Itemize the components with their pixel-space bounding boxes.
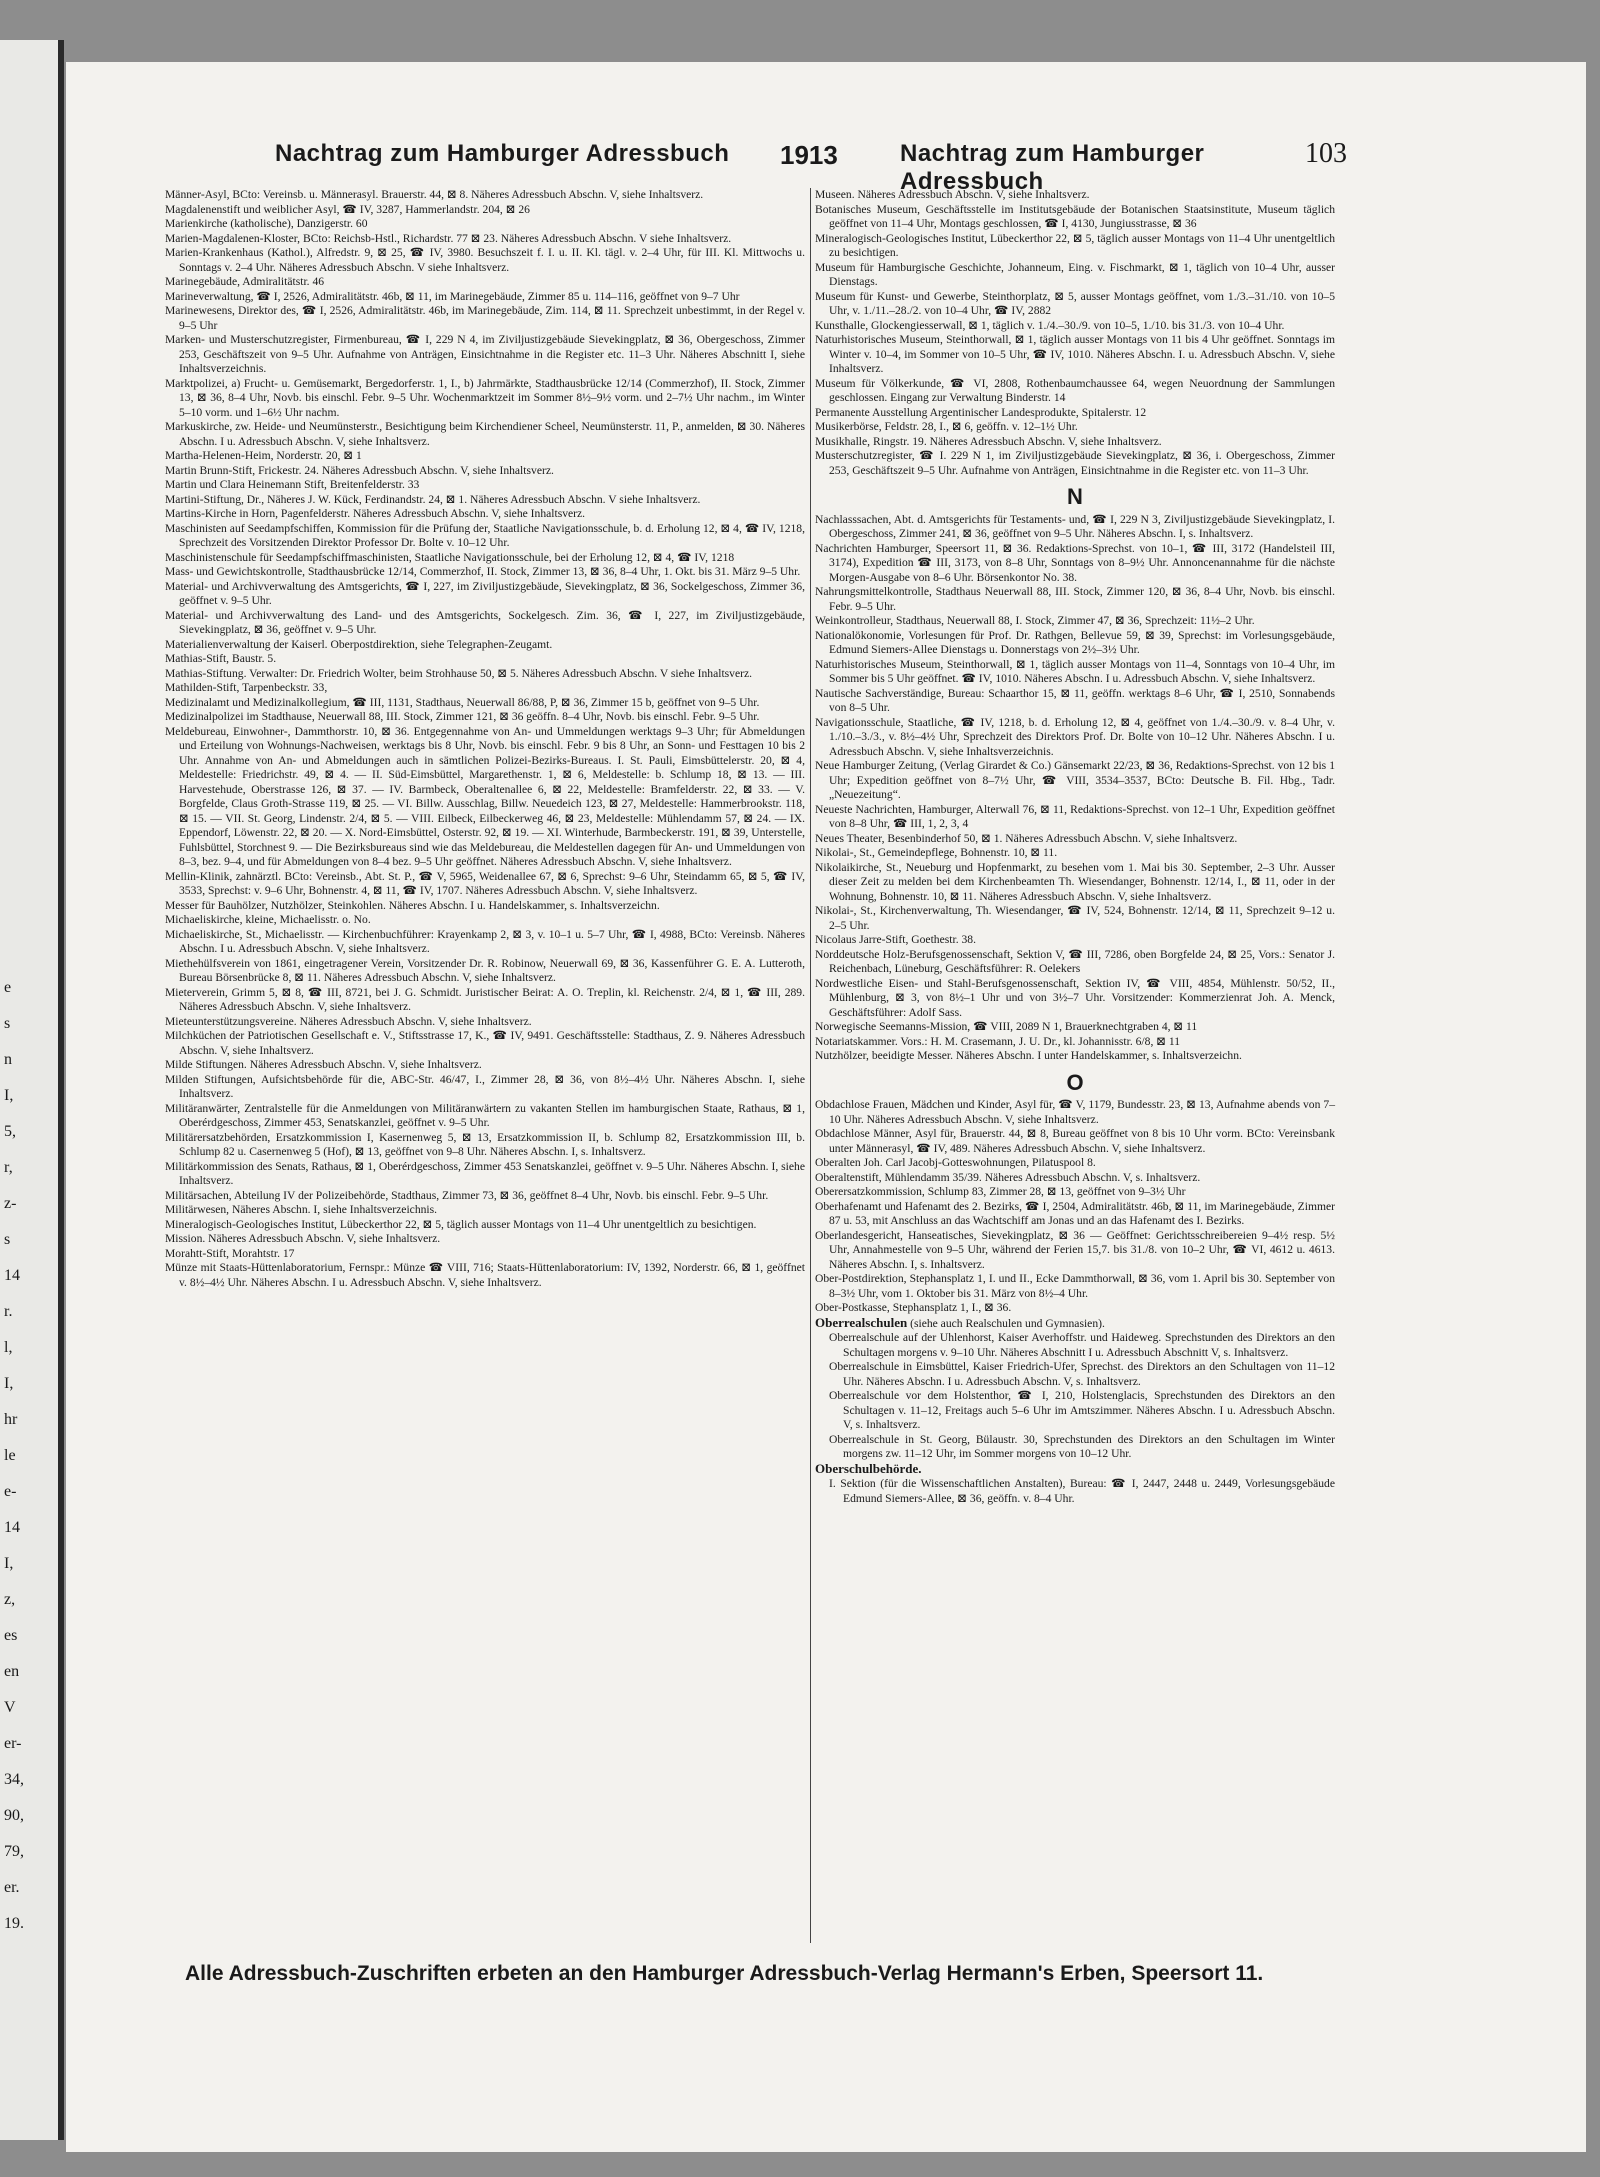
directory-entry: Naturhistorisches Museum, Steinthorwall, ⊠ 1, täglich ausser Montags von 11–4, Sonntags von 10–4 Uhr, im Sommer bis 5 Uhr geöffnet. ☎ IV, 1010. Näheres Abschn. I u. Adressbuch Abschn. V, siehe Inhaltsverz. — [815, 657, 1335, 685]
directory-entry: Neues Theater, Besenbinderhof 50, ⊠ 1. Näheres Adressbuch Abschn. V, siehe Inhaltsverz. — [815, 831, 1238, 845]
oberrealschulen-heading — [815, 1316, 1335, 1332]
directory-entry: Material- und Archivverwaltung des Land- und des Amtsgerichts, Sockelgesch. Zim. 36, ☎ I, 227, im Ziviljustizgebäude, Sievekingplatz, ⊠ 36, geöffnet v. 9–5 Uhr. — [165, 608, 805, 636]
directory-entry: Museen. Näheres Adressbuch Abschn. V, siehe Inhaltsverz. — [815, 188, 1090, 201]
page-footer: Alle Adressbuch-Zuschriften erbeten an den Hamburger Adressbuch-Verlag Hermann's Erben, Speersort 11. — [185, 1962, 1264, 1985]
directory-entry: Ober-Postdirektion, Stephansplatz 1, I. und II., Ecke Dammthorwall, ⊠ 36, vom 1. April bis 30. September von 8–3½ Uhr, vom 1. Oktober bis 31. März von 8½–4 Uhr. — [815, 1272, 1335, 1300]
directory-entry: Mieteunterstützungsvereine. Näheres Adressbuch Abschn. V, siehe Inhaltsverz. — [165, 1014, 532, 1028]
directory-entry: Michaeliskirche, St., Michaelisstr. — Kirchenbuchführer: Krayenkamp 2, ⊠ 3, v. 10–1 u. 5–7 Uhr, ☎ I, 4988, BCto: Vereinsb. Näheres Abschn. I u. Adressbuch Abschn. V, siehe Inhaltsverz. — [165, 927, 805, 955]
directory-entry: Musikhalle, Ringstr. 19. Näheres Adressbuch Abschn. V, siehe Inhaltsverz. — [815, 434, 1162, 448]
spine-fragment: er- — [4, 1735, 22, 1752]
directory-entry: Oberrealschule in St. Georg, Bülaustr. 30, Sprechstunden des Direktors an den Schultagen im Winter morgens zw. 11–12 Uhr, im Sommer morgens von 10–12 Uhr. — [829, 1432, 1335, 1460]
directory-entry: Morahtt-Stift, Morahtstr. 17 — [165, 1246, 295, 1260]
directory-entry: Museum für Kunst- und Gewerbe, Steinthorplatz, ⊠ 5, ausser Montags geöffnet, vom 1./3.–31./10. von 10–5 Uhr, v. 1./11.–28./2. von 10–4 Uhr, ☎ IV, 2882 — [815, 289, 1335, 317]
directory-entry: Oberersatzkommission, Schlump 83, Zimmer 28, ⊠ 13, geöffnet von 9–3½ Uhr — [815, 1185, 1186, 1198]
spine-fragment: z, — [4, 1591, 16, 1608]
directory-entry: Militärsachen, Abteilung IV der Polizeibehörde, Stadthaus, Zimmer 73, ⊠ 36, geöffnet 8–4 Uhr, Novb. bis einschl. Febr. 9–5 Uhr. — [165, 1188, 769, 1202]
oberrealschulen-title: Oberrealschulen — [815, 1314, 908, 1330]
directory-entry: Michaeliskirche, kleine, Michaelisstr. o. No. — [165, 913, 371, 926]
spine-fragment: 79, — [4, 1843, 24, 1860]
directory-entry: Oberaltenstift, Mühlendamm 35/39. Näheres Adressbuch Abschn. V, s. Inhaltsverz. — [815, 1170, 1201, 1184]
directory-entry: Oberlandesgericht, Hanseatisches, Sievekingplatz, ⊠ 36 — Geöffnet: Gerichtsschreibereien 9–4½ resp. 5½ Uhr, Annahmestelle von 9–5 Uhr, während der Ferien 15,7. bis 31./8. von 10–2 Uhr, ☎ VI, 4612 u. 4613. Näheres Abschn. I, s. Inhaltsverz. — [815, 1228, 1335, 1271]
directory-entry: Mineralogisch-Geologisches Institut, Lübeckerthor 22, ⊠ 5, täglich ausser Montags von 11–4 Uhr unentgeltlich zu besichtigen. — [165, 1217, 757, 1231]
directory-entry: Musikerbörse, Feldstr. 28, I., ⊠ 6, geöffn. v. 12–1½ Uhr. — [815, 420, 1078, 433]
directory-entry: Männer-Asyl, BCto: Vereinsb. u. Männerasyl. Brauerstr. 44, ⊠ 8. Näheres Adressbuch Abschn. V, siehe Inhaltsverz. — [165, 188, 704, 201]
spine-fragment: V — [4, 1699, 16, 1716]
spine-fragment: 14 — [4, 1267, 20, 1284]
directory-entry: Markuskirche, zw. Heide- und Neumünsterstr., Besichtigung beim Kirchendiener Scheel, Neumünsterstr. 11, P., anmelden, ⊠ 30. Näheres Abschn. I u. Adressbuch Abschn. V, siehe Inhaltsverz. — [165, 420, 805, 448]
left-column — [165, 188, 805, 1290]
spine-fragment: r. — [4, 1303, 13, 1320]
directory-entry: Militärkommission des Senats, Rathaus, ⊠ 1, Oberérdgeschoss, Zimmer 453 Senatskanzlei, geöffnet v. 9–5 Uhr. Näheres Abschn. I, siehe Inhaltsverz. — [165, 1159, 805, 1187]
oberschulbehoerde-entries — [815, 1477, 1335, 1506]
directory-entry: Mass- und Gewichtskontrolle, Stadthausbrücke 12/14, Commerzhof, II. Stock, Zimmer 13, ⊠ 36, 8–4 Uhr, 1. Okt. bis 31. März 9–5 Uhr. — [165, 565, 801, 578]
directory-entry: Militärwesen, Näheres Abschn. I, siehe Inhaltsverzeichnis. — [165, 1203, 438, 1216]
directory-entry: Nutzhölzer, beeidigte Messer. Näheres Abschn. I unter Handelskammer, s. Inhaltsverzeichn. — [815, 1049, 1242, 1062]
directory-entry: Mission. Näheres Adressbuch Abschn. V, siehe Inhaltsverz. — [165, 1232, 441, 1245]
directory-entry: Mineralogisch-Geologisches Institut, Lübeckerthor 22, ⊠ 5, täglich ausser Montags von 11–4 Uhr unentgeltlich zu besichtigen. — [815, 231, 1335, 259]
oberschulbehoerde-title: Oberschulbehörde. — [815, 1460, 922, 1476]
spine-fragment: hr — [4, 1411, 18, 1428]
directory-entry: Oberrealschule vor dem Holstenthor, ☎ I, 210, Holstenglacis, Sprechstunden des Direktors an den Schultagen v. 11–12, Freitags auch 5–6 Uhr im Amtszimmer. Näheres Abschn. I u. Adressbuch Abschn. V, s. Inhaltsverz. — [829, 1389, 1335, 1431]
directory-entry: Neue Hamburger Zeitung, (Verlag Girardet & Co.) Gänsemarkt 22/23, ⊠ 36, Redaktions-Sprechst. von 12 bis 1 Uhr; Expedition geöffnet von 8–7½ Uhr, ☎ VIII, 3534–3537, BCto: Deutsche B. Fil. Hbg., Tadr. „Neuezeitung“. — [815, 759, 1335, 801]
directory-entry: Messer für Bauhölzer, Nutzhölzer, Steinkohlen. Näheres Abschn. I u. Handelskammer, s. Inhaltsverzeichn. — [165, 898, 660, 912]
directory-entry: Navigationsschule, Staatliche, ☎ IV, 1218, b. d. Erholung 12, ⊠ 4, geöffnet von 1./4.–30./9. v. 8–4 Uhr, v. 1./10.–3./3., v. 8½–4½ Uhr, Sprechzeit des Direktors Prof. Dr. Bolte von 10–12 Uhr. Näheres Abschn. I u. Adressbuch Abschn. V, siehe Inhaltsverzeichnis. — [815, 715, 1335, 758]
directory-entry: Mathilden-Stift, Tarpenbeckstr. 33, — [165, 681, 328, 694]
directory-entry: Oberhafenamt und Hafenamt des 2. Bezirks, ☎ I, 2504, Admiralitätstr. 46b, ⊠ 11, im Marinegebäude, Zimmer 87 u. 53, mit Anschluss an das Wachtschiff am Jonas und an das Hafenamt des I. Bezirks. — [815, 1199, 1335, 1227]
directory-entry: Material- und Archivverwaltung des Amtsgerichts, ☎ I, 227, im Ziviljustizgebäude, Sievekingplatz, ⊠ 36, Sockelgeschoss, Zimmer 36, geöffnet v. 9–5 Uhr. — [165, 579, 805, 607]
directory-entry: Oberalten Joh. Carl Jacobj-Gotteswohnungen, Pilatuspool 8. — [815, 1156, 1096, 1169]
spine-fragment: en — [4, 1663, 20, 1680]
oberschulbehoerde-heading — [815, 1462, 1335, 1478]
directory-entry: Martin Brunn-Stift, Frickestr. 24. Näheres Adressbuch Abschn. V, siehe Inhaltsverz. — [165, 463, 554, 477]
directory-entry: Martin und Clara Heinemann Stift, Breitenfelderstr. 33 — [165, 478, 420, 491]
spine-fragment: I, — [4, 1555, 14, 1572]
directory-entry: Nachrichten Hamburger, Speersort 11, ⊠ 36. Redaktions-Sprechst. von 10–1, ☎ III, 3172 (Handelsteil III, 3174), Expedition ☎ III, 3173, von 8–8 Uhr, Sonntags von 8–9½ Uhr. Annoncenannahme für die nächste Morgen-Ausgabe von 8–6 Uhr. Börsenkontor No. 38. — [815, 541, 1335, 584]
directory-entry: Milden Stiftungen, Aufsichtsbehörde für die, ABC-Str. 46/47, I., Zimmer 28, ⊠ 36, von 8½–4½ Uhr. Näheres Abschn. I, siehe Inhaltsverz. — [165, 1072, 805, 1100]
directory-entry: Marken- und Musterschutzregister, Firmenbureau, ☎ I, 229 N 4, im Ziviljustizgebäude Sievekingplatz, ⊠ 36, Obergeschoss, Zimmer 253, Geschäftszeit von 9–5 Uhr. Aufnahme von Anträgen, Einsichtnahme in die Register etc. 11–3 Uhr. Näheres Abschnitt I, siehe Inhaltsverzeichnis. — [165, 333, 805, 375]
directory-entry: Marinegebäude, Admiralitätstr. 46 — [165, 275, 325, 288]
directory-entry: Nachlasssachen, Abt. d. Amtsgerichts für Testaments- und, ☎ I, 229 N 3, Ziviljustizgebäude Sievekingplatz, I. Obergeschoss, Zimmer 241, ⊠ 36, geöffnet von 9–5 Uhr. Näheres Abschn. I, s. Inhaltsverz. — [815, 512, 1335, 540]
spine-fragment: n — [4, 1051, 12, 1068]
spine-fragment: er. — [4, 1879, 20, 1896]
adjacent-page-edge — [0, 40, 58, 2140]
oberrealschulen-note: (siehe auch Realschulen und Gymnasien). — [907, 1316, 1105, 1330]
directory-entry: Naturhistorisches Museum, Steinthorwall, ⊠ 1, täglich ausser Montags von 11 bis 4 Uhr geöffnet. Sonntags im Winter v. 10–4, im Sommer von 10–5 Uhr, ☎ IV, 1010. Näheres Abschn. I. u. Adressbuch Abschn. V, siehe Inhaltsverz. — [815, 333, 1335, 375]
directory-entry: Materialienverwaltung der Kaiserl. Oberpostdirektion, siehe Telegraphen-Zeugamt. — [165, 637, 553, 651]
directory-entry: Notariatskammer. Vors.: H. M. Crasemann, J. U. Dr., kl. Johannisstr. 6/8, ⊠ 11 — [815, 1034, 1181, 1048]
column-divider — [810, 188, 811, 1943]
directory-entry: Marienkirche (katholische), Danzigerstr. 60 — [165, 217, 368, 230]
spine-fragment: 34, — [4, 1771, 24, 1788]
directory-entry: Magdalenenstift und weiblicher Asyl, ☎ IV, 3287, Hammerlandstr. 204, ⊠ 26 — [165, 202, 530, 216]
directory-entry: Musterschutzregister, ☎ I. 229 N 1, im Ziviljustizgebäude Sievekingplatz, ⊠ 36, i. Obergeschoss, Zimmer 253, Geschäftszeit 9–5 Uhr. Aufnahme von Anträgen, Einsichtnahme in die Register etc. von 11–3 Uhr. — [815, 449, 1335, 477]
directory-entry: Mellin-Klinik, zahnärztl. BCto: Vereinsb., Abt. St. P., ☎ V, 5965, Weidenallee 67, ⊠ 6, Sprechst: 9–6 Uhr, Steindamm 65, ⊠ 5, ☎ IV, 3533, Sprechst: v. 9–6 Uhr, Bohnenstr. 4, ⊠ 11, ☎ IV, 1707. Näheres Adressbuch Abschn. V, siehe Inhaltsverz. — [165, 869, 805, 897]
o-entries — [815, 1098, 1335, 1316]
directory-entry: Permanente Ausstellung Argentinischer Landesprodukte, Spitalerstr. 12 — [815, 405, 1147, 419]
spine-fragment: I, — [4, 1375, 14, 1392]
spine-fragment: e — [4, 979, 12, 996]
directory-entry: Milde Stiftungen. Näheres Adressbuch Abschn. V, siehe Inhaltsverz. — [165, 1058, 482, 1071]
spine-fragment: s — [4, 1015, 11, 1032]
directory-entry: Nicolaus Jarre-Stift, Goethestr. 38. — [815, 933, 976, 946]
directory-entry: Marien-Krankenhaus (Kathol.), Alfredstr. 9, ⊠ 25, ☎ IV, 3980. Besuchszeit f. I. u. II. Kl. tägl. v. 2–4 Uhr, für III. Kl. Mittwochs u. Sonntags v. 2–4 Uhr. Näheres Adressbuch Abschn. V siehe Inhaltsverz. — [165, 246, 805, 274]
spine-fragment: es — [4, 1627, 18, 1644]
directory-entry: Nikolai-, St., Gemeindepflege, Bohnenstr. 10, ⊠ 11. — [815, 846, 1058, 859]
directory-entry: Marineverwaltung, ☎ I, 2526, Admiralitätstr. 46b, ⊠ 11, im Marinegebäude, Zimmer 85 u. 114–116, geöffnet von 9–7 Uhr — [165, 289, 740, 303]
spine-fragment: 5, — [4, 1123, 16, 1140]
oberrealschulen-entries — [815, 1331, 1335, 1462]
directory-entry: Nikolai-, St., Kirchenverwaltung, Th. Wiesendanger, ☎ IV, 524, Bohnenstr. 12/14, ⊠ 11, Sprechzeit 9–12 u. 2–5 Uhr. — [815, 904, 1335, 932]
directory-entry: Kunsthalle, Glockengiesserwall, ⊠ 1, täglich v. 1./4.–30./9. von 10–5, 1./10. bis 31./3. von 10–4 Uhr. — [815, 318, 1285, 332]
directory-entry: Milchküchen der Patriotischen Gesellschaft e. V., Stiftsstrasse 17, K., ☎ IV, 9491. Geschäftsstelle: Stadthaus, Z. 9. Näheres Adressbuch Abschn. V, siehe Inhaltsverz. — [165, 1029, 805, 1057]
directory-entry: Martha-Helenen-Heim, Norderstr. 20, ⊠ 1 — [165, 449, 362, 462]
spine-fragment: z- — [4, 1195, 17, 1212]
directory-entry: Marinewesens, Direktor des, ☎ I, 2526, Admiralitätstr. 46b, im Marinegebäude, Zim. 114, ⊠ 11. Sprechzeit unbestimmt, in der Regel v. 9–5 Uhr — [165, 304, 805, 332]
directory-entry: Norddeutsche Holz-Berufsgenossenschaft, Sektion V, ☎ III, 7286, oben Borgfelde 24, ⊠ 25, Vors.: Senator J. Reichenbach, Lüneburg, Geschäftsführer: R. Oelekers — [815, 947, 1335, 975]
spine-fragment: I, — [4, 1087, 14, 1104]
museum-entries — [815, 188, 1335, 478]
directory-entry: Weinkontrolleur, Stadthaus, Neuerwall 88, I. Stock, Zimmer 47, ⊠ 36, Sprechzeit: 11½–2 Uhr. — [815, 614, 1255, 627]
directory-entry: Nikolaikirche, St., Neueburg und Hopfenmarkt, zu besehen vom 1. Mai bis 30. September, 2–3 Uhr. Ausser dieser Zeit zu melden bei dem Kirchenbeamten Th. Wiesendanger, Bohnenstr. 12/14, I., ⊠ 11, oder in der Wohnung, Bohnenstr. 10, ⊠ 11. Näheres Adressbuch Abschn. V, siehe Inhaltsverz. — [815, 860, 1335, 903]
directory-entry: Oberrealschule auf der Uhlenhorst, Kaiser Averhoffstr. und Haideweg. Sprechstunden des Direktors an den Schultagen morgens v. 9–10 Uhr. Näheres Abschnitt I u. Adressbuch Abschnitt V, s. Inhaltsverz. — [829, 1331, 1335, 1359]
directory-entry: Meldebureau, Einwohner-, Dammthorstr. 10, ⊠ 36. Entgegennahme von An- und Ummeldungen werktags 9–3 Uhr; für Abmeldungen und Erteilung von Wohnungs-Nachweisen, werktags bis 8 Uhr, Novb. bis einschl. Febr. 9 bis 8 Uhr, an Sonn- und Festtagen 10 bis 2 Uhr. Annahme von An- und Abmeldungen auch in sämtlichen Polizei-Bezirks-Bureaus. I. St. Pauli, Eimsbüttelerstr. 20, ⊠ 4, Meldestelle: Friedrichstr. 49, ⊠ 4. — II. Süd-Eimsbüttel, Margarethenstr. 1, ⊠ 6, Meldestelle: b. Schlump 18, ⊠ 13. — III. Harvestehude, Oberstrasse 126, ⊠ 37. — IV. Barmbeck, Oberaltenallee 6, ⊠ 22, Meldestelle: Bramfelderstr. 22, ⊠ 33. — V. Borgfelde, Claus Groth-Strasse 119, ⊠ 25. — VI. Billw. Ausschlag, Billw. Neuedeich 123, ⊠ 27, Meldestelle: Hammerbrookstr. 118, ⊠ 15. — VII. St. Georg, Lindenstr. 2/4, ⊠ 5. — VIII. Eilbeck, Eilbeckerweg 46, ⊠ 23, Meldestelle: Mühlendamm 57, ⊠ 24. — IX. Eppendorf, Löwenstr. 22, ⊠ 20. — X. Nord-Eimsbüttel, Osterstr. 92, ⊠ 19. — XI. Winterhude, Barmbeckerstr. 191, ⊠ 39, Unterstelle, Fuhlsbüttel, Storchnest 9. — Die Bezirksbureaus sind wie das Meldebureau, die Meldestellen dagegen für An- und Ummeldungen von 8–3, bez. 9–4, und für Abmeldungen von 8–4 bez. 9–5 Uhr geöffnet. Näheres Adressbuch Abschn. V, siehe Inhaltsverz. — [165, 724, 805, 868]
directory-entry: Miethehülfsverein von 1861, eingetragener Verein, Vorsitzender Dr. R. Robinow, Neuerwall 69, ⊠ 36, Kassenführer G. E. A. Lutteroth, Bureau Börsenbrücke 8, ⊠ 11. Näheres Adressbuch Abschn. V, siehe Inhaltsverz. — [165, 956, 805, 984]
spine-fragment: le — [4, 1447, 16, 1464]
page-gutter — [58, 40, 64, 2140]
directory-entry: Museum für Völkerkunde, ☎ VI, 2808, Rothenbaumchaussee 64, wegen Neuordnung der Sammlungen geschlossen. Eingang zur Verwaltung Binderstr. 14 — [815, 376, 1335, 404]
directory-entry: Medizinalamt und Medizinalkollegium, ☎ III, 1131, Stadthaus, Neuerwall 86/88, P, ⊠ 36, Zimmer 15 b, geöffnet von 9–5 Uhr. — [165, 695, 760, 709]
directory-entry: Norwegische Seemanns-Mission, ☎ VIII, 2089 N 1, Brauerknechtgraben 4, ⊠ 11 — [815, 1020, 1198, 1033]
directory-entry: Münze mit Staats-Hüttenlaboratorium, Fernspr.: Münze ☎ VIII, 716; Staats-Hüttenlaboratorium: IV, 1392, Norderstr. 66, ⊠ 1, geöffnet v. 8½–4½ Uhr. Näheres Abschn. I u. Adressbuch Abschn. V, siehe Inhaltsverz. — [165, 1261, 805, 1289]
directory-entry: Neueste Nachrichten, Hamburger, Alterwall 76, ⊠ 11, Redaktions-Sprechst. von 12–1 Uhr, Expedition geöffnet von 8–8 Uhr, ☎ III, 1, 2, 3, 4 — [815, 802, 1335, 830]
directory-entry: Mathias-Stift, Baustr. 5. — [165, 652, 277, 665]
directory-entry: Mieterverein, Grimm 5, ⊠ 8, ☎ III, 8721, bei J. G. Schmidt. Juristischer Beirat: A. O. Treplin, kl. Reichenstr. 2/4, ⊠ 1, ☎ III, 289. Näheres Adressbuch Abschn. V, siehe Inhaltsverz. — [165, 985, 805, 1013]
directory-entry: Marktpolizei, a) Frucht- u. Gemüsemarkt, Bergedorferstr. 1, I., b) Jahrmärkte, Stadthausbrücke 12/14 (Commerzhof), II. Stock, Zimmer 13, ⊠ 36, 8–4 Uhr, Novb. bis einschl. Febr. 9–5 Uhr. Wochenmarktzeit im Sommer 8½–9½ vorm. und 2–7½ Uhr nachm., im Winter 5–10 vorm. und 1–6½ Uhr nachm. — [165, 376, 805, 419]
directory-entry: Botanisches Museum, Geschäftsstelle im Institutsgebäude der Botanischen Staatsinstitute, Museum täglich geöffnet von 11–4 Uhr, Montags geschlossen, ☎ I, 4130, Jungiusstrasse, ⊠ 36 — [815, 202, 1335, 230]
directory-entry: Obdachlose Männer, Asyl für, Brauerstr. 44, ⊠ 8, Bureau geöffnet von 8 bis 10 Uhr vorm. BCto: Vereinsbank unter Männerasyl, ☎ IV, 489. Näheres Adressbuch Abschn. V, siehe Inhaltsverz. — [815, 1127, 1335, 1155]
directory-entry: Maschinistenschule für Seedampfschiffmaschinisten, Staatliche Navigationsschule, bei der Erholung 12, ⊠ 4, ☎ IV, 1218 — [165, 550, 735, 564]
directory-entry: Maschinisten auf Seedampfschiffen, Kommission für die Prüfung der, Staatliche Navigationsschule, b. d. Erholung 12, ⊠ 4, ☎ IV, 1218, Sprechzeit des Vorsitzenden Direktor Professor Dr. Bolte v. 10–12 Uhr. — [165, 521, 805, 549]
spine-fragment: 14 — [4, 1519, 20, 1536]
header-year: 1913 — [780, 140, 838, 170]
directory-entry: Oberrealschule in Eimsbüttel, Kaiser Friedrich-Ufer, Sprechst. des Direktors an den Schultagen von 11–12 Uhr. Näheres Abschn. I u. Adressbuch Abschn. V, s. Inhaltsverz. — [829, 1360, 1335, 1388]
spine-fragment: 90, — [4, 1807, 24, 1824]
page-number: 103 — [1305, 138, 1347, 169]
spine-fragment: l, — [4, 1339, 13, 1356]
header-left-title: Nachtrag zum Hamburger Adressbuch — [275, 140, 730, 167]
directory-entry: Ober-Postkasse, Stephansplatz 1, I., ⊠ 36. — [815, 1301, 1012, 1314]
directory-entry: Militäranwärter, Zentralstelle für die Anmeldungen von Militäranwärtern zu vakanten Stellen im hamburgischen Staate, Rathaus, ⊠ 1, Oberérdgeschoss, Zimmer 453, Senatskanzlei, geöffnet v. 9–5 Uhr. — [165, 1101, 805, 1129]
directory-entry: I. Sektion (für die Wissenschaftlichen Anstalten), Bureau: ☎ I, 2447, 2448 u. 2449, Vorlesungsgebäude Edmund Siemers-Allee, ⊠ 36, geöffn. v. 8–4 Uhr. — [829, 1477, 1335, 1505]
directory-entry: Nahrungsmittelkontrolle, Stadthaus Neuerwall 88, III. Stock, Zimmer 120, ⊠ 36, 8–4 Uhr, Novb. bis einschl. Febr. 9–5 Uhr. — [815, 585, 1335, 613]
section-heading-n: N — [1067, 484, 1083, 509]
directory-entry: Martini-Stiftung, Dr., Näheres J. W. Kück, Ferdinandstr. 24, ⊠ 1. Näheres Adressbuch Abschn. V siehe Inhaltsverz. — [165, 492, 701, 506]
directory-entry: Militärersatzbehörden, Ersatzkommission I, Kasernenweg 5, ⊠ 13, Ersatzkommission II, b. Schlump 82, Ersatzkommission III, b. Schlump 82 u. Casernenweg 5 (Hof), ⊠ 13, geöffnet von 9–8 Uhr. Näheres Abschn. I, s. Inhaltsverz. — [165, 1130, 805, 1158]
header-right-title: Nachtrag zum Hamburger Adressbuch — [900, 140, 1205, 195]
n-entries — [815, 513, 1335, 1064]
spine-fragment: 19. — [4, 1915, 24, 1932]
directory-entry: Medizinalpolizei im Stadthause, Neuerwall 88, III. Stock, Zimmer 121, ⊠ 36 geöffn. 8–4 Uhr, Novb. bis einschl. Febr. 9–5 Uhr. — [165, 710, 760, 723]
directory-entry: Nordwestliche Eisen- und Stahl-Berufsgenossenschaft, Sektion IV, ☎ VIII, 4854, Mühlenstr. 50/52, II., Mühlenburg, ⊠ 3, von 8½–1 Uhr und von 3½–7 Uhr. Vorsitzender: Kommerzienrat Joh. A. Menck, Geschäftsführer: Adolf Sass. — [815, 976, 1335, 1019]
directory-entry: Nautische Sachverständige, Bureau: Schaarthor 15, ⊠ 11, geöffn. werktags 8–6 Uhr, ☎ I, 2510, Sonnabends von 8–5 Uhr. — [815, 686, 1335, 714]
directory-entry: Mathias-Stiftung. Verwalter: Dr. Friedrich Wolter, beim Strohhause 50, ⊠ 5. Näheres Adressbuch Abschn. V siehe Inhaltsverz. — [165, 666, 753, 680]
spine-fragment: s — [4, 1231, 11, 1248]
directory-entry: Museum für Hamburgische Geschichte, Johanneum, Eing. v. Fischmarkt, ⊠ 1, täglich von 10–4 Uhr, ausser Dienstags. — [815, 260, 1335, 288]
directory-entry: Martins-Kirche in Horn, Pagenfelderstr. Näheres Adressbuch Abschn. V, siehe Inhaltsverz. — [165, 507, 586, 520]
directory-entry: Nationalökonomie, Vorlesungen für Prof. Dr. Rathgen, Bellevue 59, ⊠ 39, Sprechst: im Vorlesungsgebäude, Edmund Siemers-Allee Dienstags u. Donnerstags von 2½–3½ Uhr. — [815, 628, 1335, 656]
spine-fragment: r, — [4, 1159, 13, 1176]
right-column — [815, 188, 1335, 1506]
directory-entry: Marien-Magdalenen-Kloster, BCto: Reichsb-Hstl., Richardstr. 77 ⊠ 23. Näheres Adressbuch Abschn. V siehe Inhaltsverz. — [165, 231, 732, 245]
directory-entry: Obdachlose Frauen, Mädchen und Kinder, Asyl für, ☎ V, 1179, Bundesstr. 23, ⊠ 13, Aufnahme abends von 7–10 Uhr. Näheres Adressbuch Abschn. V, siehe Inhaltsverz. — [815, 1098, 1335, 1126]
spine-fragment: e- — [4, 1483, 17, 1500]
section-heading-o: O — [1066, 1069, 1084, 1095]
